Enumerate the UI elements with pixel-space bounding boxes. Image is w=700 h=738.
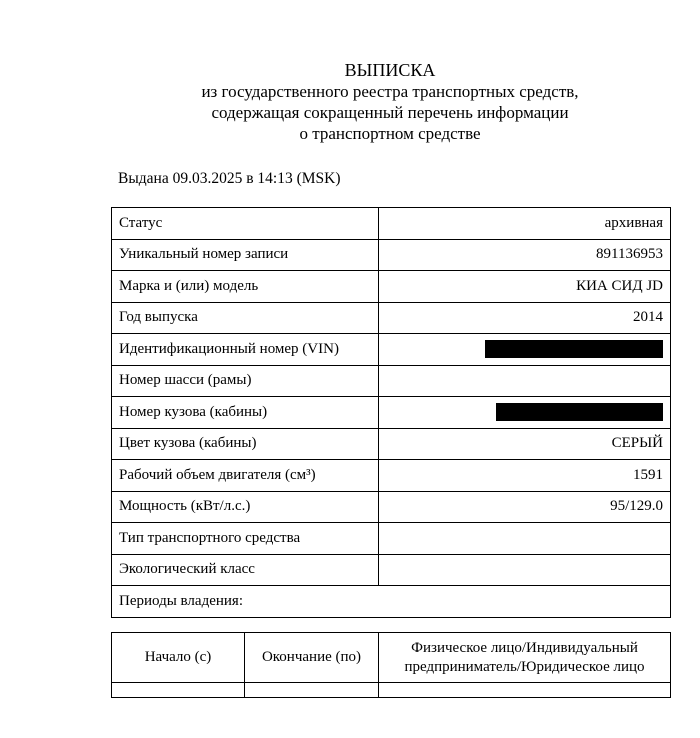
label-engine-volume: Рабочий объем двигателя (см³) — [112, 460, 379, 492]
row-record-number — [112, 239, 671, 271]
column-owner-type-line-2: предприниматель/Юридическое лицо — [404, 658, 645, 675]
row-color — [112, 428, 671, 460]
vehicle-info-table — [111, 207, 671, 618]
label-record-number: Уникальный номер записи — [112, 239, 379, 271]
document-subtitle-line-3: о транспортном средстве — [299, 124, 481, 143]
value-year: 2014 — [379, 302, 671, 334]
redaction-bar — [496, 403, 663, 421]
cell-owner-type — [379, 683, 671, 698]
ownership-row — [112, 683, 671, 698]
value-color: СЕРЫЙ — [379, 428, 671, 460]
document-title-block — [180, 60, 600, 144]
label-vin: Идентификационный номер (VIN) — [112, 334, 379, 366]
value-engine-volume: 1591 — [379, 460, 671, 492]
row-year — [112, 302, 671, 334]
row-vehicle-type — [112, 523, 671, 555]
row-vin — [112, 334, 671, 366]
label-body-number: Номер кузова (кабины) — [112, 397, 379, 429]
column-end: Окончание (по) — [245, 633, 379, 683]
label-color: Цвет кузова (кабины) — [112, 428, 379, 460]
row-body-number — [112, 397, 671, 429]
document-subtitle-line-2: содержащая сокращенный перечень информации — [211, 103, 569, 122]
ownership-periods-table — [111, 632, 671, 698]
redaction-bar — [485, 340, 663, 358]
value-record-number: 891136953 — [379, 239, 671, 271]
value-chassis — [379, 365, 671, 397]
row-eco-class — [112, 554, 671, 586]
row-engine-volume — [112, 460, 671, 492]
value-make-model: КИА СИД JD — [379, 271, 671, 303]
label-vehicle-type: Тип транспортного средства — [112, 523, 379, 555]
row-status — [112, 208, 671, 240]
label-year: Год выпуска — [112, 302, 379, 334]
column-owner-type — [379, 633, 671, 683]
label-status: Статус — [112, 208, 379, 240]
label-chassis: Номер шасси (рамы) — [112, 365, 379, 397]
row-chassis — [112, 365, 671, 397]
label-make-model: Марка и (или) модель — [112, 271, 379, 303]
label-eco-class: Экологический класс — [112, 554, 379, 586]
row-ownership-heading — [112, 586, 671, 618]
ownership-header-row — [112, 633, 671, 683]
column-owner-type-line-1: Физическое лицо/Индивидуальный — [411, 639, 638, 656]
column-start: Начало (с) — [112, 633, 245, 683]
value-power: 95/129.0 — [379, 491, 671, 523]
row-make-model — [112, 271, 671, 303]
value-eco-class — [379, 554, 671, 586]
ownership-heading: Периоды владения: — [112, 586, 671, 618]
document-title: ВЫПИСКА — [344, 60, 436, 80]
document-subtitle-line-1: из государственного реестра транспортных средств, — [201, 82, 579, 101]
label-power: Мощность (кВт/л.с.) — [112, 491, 379, 523]
row-power — [112, 491, 671, 523]
value-status: архивная — [379, 208, 671, 240]
value-vin — [379, 334, 671, 366]
cell-end — [245, 683, 379, 698]
cell-start — [112, 683, 245, 698]
value-vehicle-type — [379, 523, 671, 555]
issued-date: Выдана 09.03.2025 в 14:13 (MSK) — [118, 170, 341, 187]
value-body-number — [379, 397, 671, 429]
